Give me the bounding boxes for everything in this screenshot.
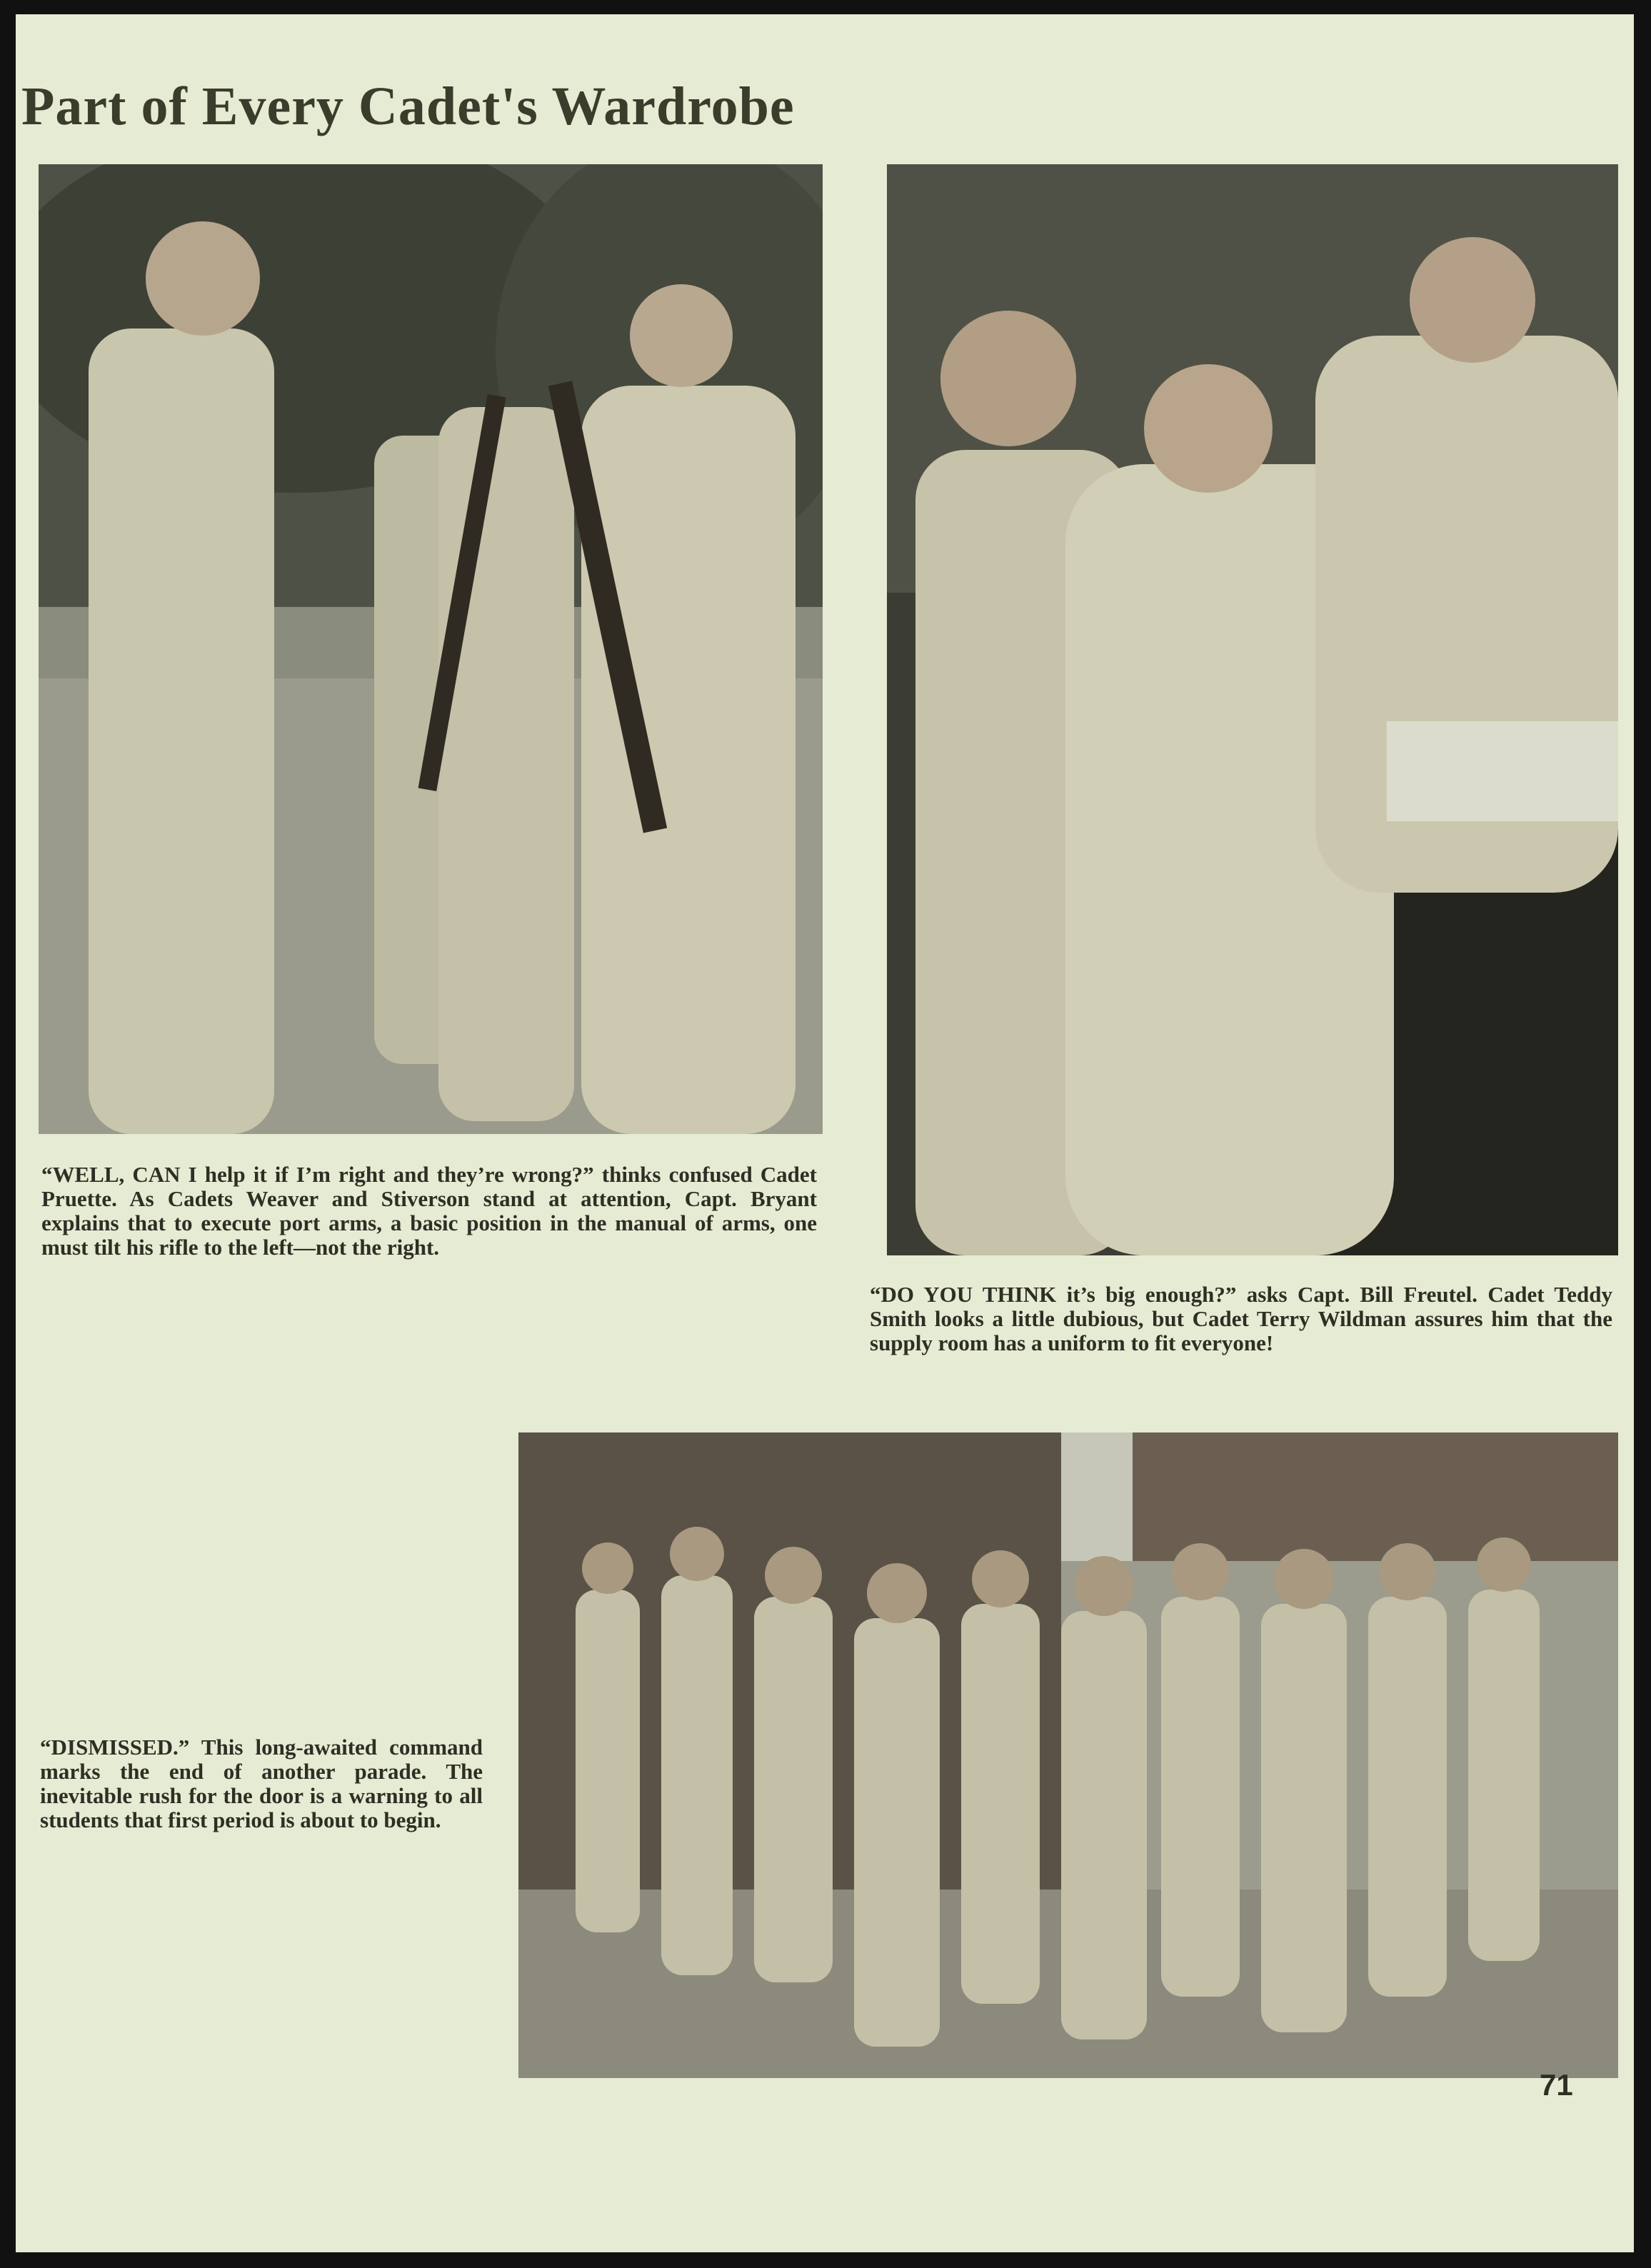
caption-dismissed: “DISMISSED.” This long-awaited command marks the end of another parade. The inevitable rush for the door is a warning to all students that first period is about to begin. — [40, 1735, 483, 1832]
photo-uniform-fitting — [887, 164, 1618, 1255]
photo-cadets-port-arms — [39, 164, 823, 1134]
page-title: Part of Every Cadet's Wardrobe — [21, 76, 795, 136]
page-number: 71 — [1540, 2068, 1573, 2102]
yearbook-page — [16, 14, 1634, 2252]
caption-uniform-fitting: “DO YOU THINK it’s big enough?” asks Capt. Bill Freutel. Cadet Teddy Smith looks a little dubious, but Cadet Terry Wildman assures him that the supply room has a uniform to fit everyone! — [870, 1282, 1612, 1355]
caption-port-arms: “WELL, CAN I help it if I’m right and they’re wrong?” thinks confused Cadet Pruette. As Cadets Weaver and Stiverson stand at attention, Capt. Bryant explains that to execute port arms, a basic position in the manual of arms, one must tilt his rifle to the left—not the right. — [41, 1162, 817, 1260]
photo-dismissed-parade — [518, 1432, 1618, 2078]
